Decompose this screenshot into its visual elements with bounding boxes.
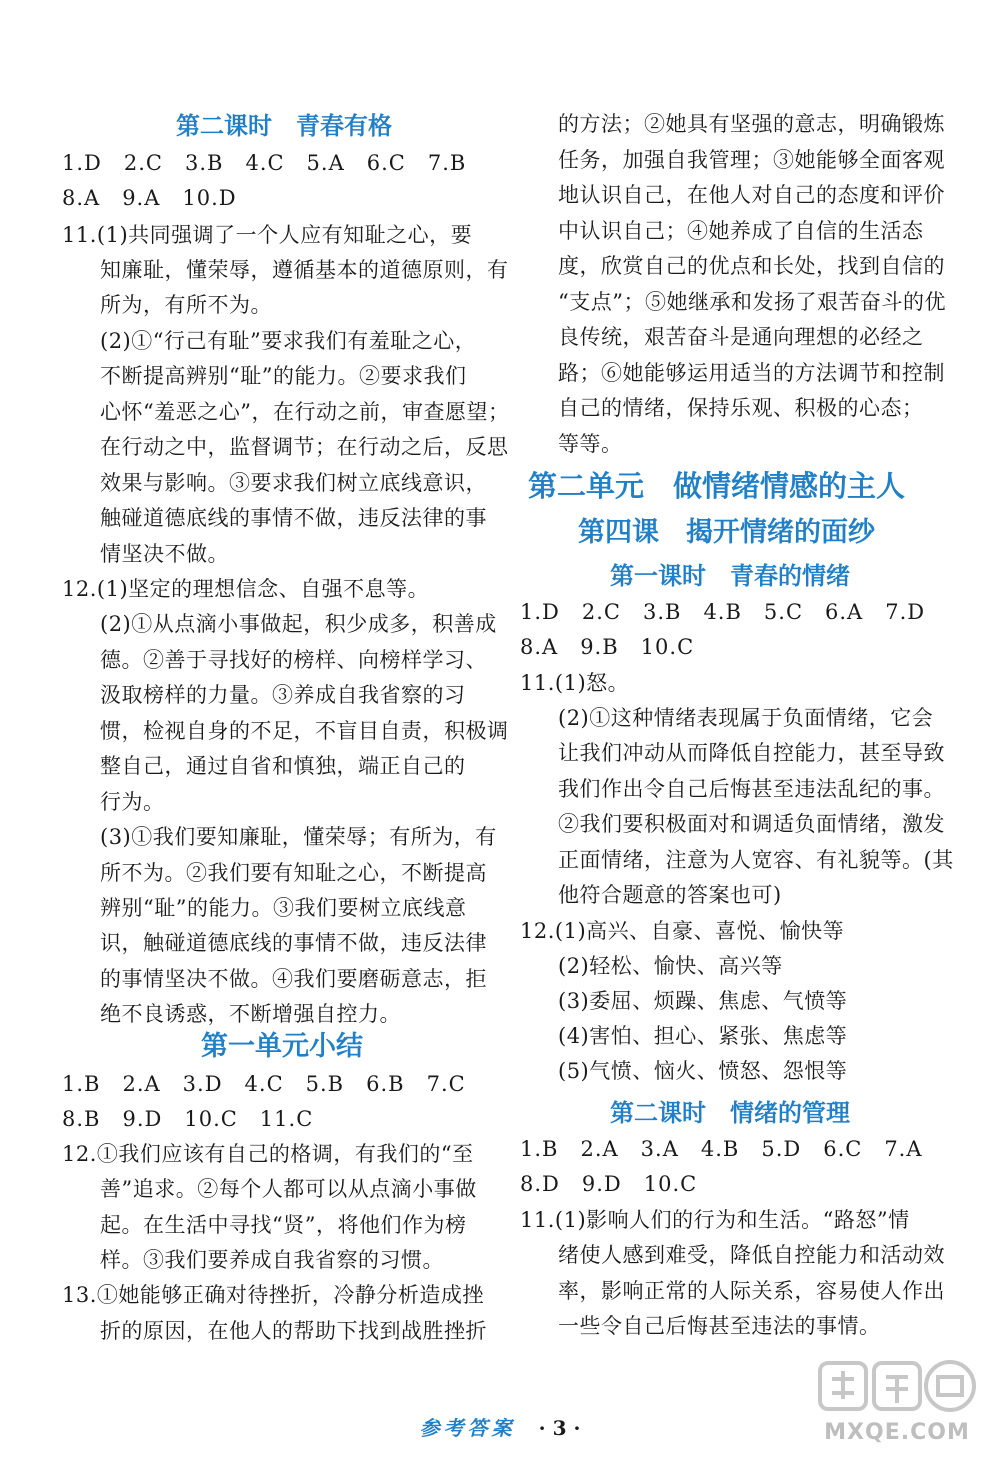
answer-line: 起。在生活中寻找“贤”，将他们作为榜 — [100, 1213, 467, 1237]
answer-line: 善”追求。②每个人都可以从点滴小事做 — [100, 1177, 477, 1201]
answer-line: 情坚决不做。 — [100, 542, 229, 566]
answer-line: 11.(1)共同强调了一个人应有知耻之心，要 — [62, 223, 473, 247]
answer-line: 他符合题意的答案也可) — [558, 883, 782, 907]
answer-line: (2)轻松、愉快、高兴等 — [558, 954, 783, 978]
answer-line: 8.B 9.D 10.C 11.C — [62, 1107, 314, 1131]
answer-line: 在行动之中，监督调节；在行动之后，反思 — [100, 435, 509, 459]
answer-line: 不断提高辨别“耻”的能力。②要求我们 — [100, 364, 467, 388]
answer-line: 触碰道德底线的事情不做，违反法律的事 — [100, 506, 487, 530]
answer-line: 11.(1)影响人们的行为和生活。“路怒”情 — [520, 1208, 910, 1232]
section-heading-lesson4: 第四课 揭开情绪的面纱 — [578, 517, 875, 548]
answer-line: 12.①我们应该有自己的格调，有我们的“至 — [62, 1142, 474, 1166]
answer-line: (5)气愤、恼火、愤怒、怨恨等 — [558, 1059, 848, 1083]
answer-line: 13.①她能够正确对待挫折，冷静分析造成挫 — [62, 1283, 484, 1307]
answer-line: 1.B 2.A 3.D 4.C 5.B 6.B 7.C — [62, 1072, 466, 1096]
answer-line: 绪使人感到难受，降低自控能力和活动效 — [558, 1243, 945, 1267]
answer-line: 样。③我们要养成自我省察的习惯。 — [100, 1248, 444, 1272]
answer-line: 所为，有所不为。 — [100, 293, 272, 317]
answer-line: 度，欣赏自己的优点和长处，找到自信的 — [558, 254, 945, 278]
answer-line: 的方法；②她具有坚强的意志，明确锻炼 — [558, 112, 945, 136]
answer-line: (2)①从点滴小事做起，积少成多，积善成 — [100, 612, 497, 636]
answer-line: 整自己，通过自省和慎独，端正自己的 — [100, 754, 466, 778]
answer-line: 自己的情绪，保持乐观、积极的心态； — [558, 396, 924, 420]
answer-line: 12.(1)高兴、自豪、喜悦、愉快等 — [520, 919, 845, 943]
answer-line: 绝不良诱惑，不断增强自控力。 — [100, 1002, 401, 1026]
answer-line: 率，影响正常的人际关系，容易使人作出 — [558, 1279, 945, 1303]
answer-line: 的事情坚决不做。④我们要磨砺意志，拒 — [100, 967, 487, 991]
answer-line: 识，触碰道德底线的事情不做，违反法律 — [100, 931, 487, 955]
answer-line: 心怀“羞恶之心”，在行动之前，审查愿望； — [100, 400, 510, 424]
answer-line: (4)害怕、担心、紧张、焦虑等 — [558, 1024, 848, 1048]
section-heading-unit1-summary: 第一单元小结 — [201, 1031, 363, 1062]
answer-line: “支点”；⑤她继承和发扬了艰苦奋斗的优 — [558, 290, 946, 314]
answer-line: 行为。 — [100, 790, 165, 814]
watermark-text: MXQE.COM — [824, 1420, 970, 1445]
answer-line: 8.A 9.A 10.D — [62, 186, 237, 210]
answer-line: 地认识自己，在他人对自己的态度和评价 — [558, 183, 945, 207]
answer-line: 我们作出令自己后悔甚至违法乱纪的事。 — [558, 777, 945, 801]
answer-line: 惯，检视自身的不足，不盲目自责，积极调 — [100, 719, 509, 743]
answer-line: 8.D 9.D 10.C — [520, 1172, 698, 1196]
answer-line: 良传统，艰苦奋斗是通向理想的必经之 — [558, 325, 924, 349]
answer-line: 折的原因，在他人的帮助下找到战胜挫折 — [100, 1319, 487, 1343]
answer-line: 12.(1)坚定的理想信念、自强不息等。 — [62, 577, 430, 601]
answer-line: 辨别“耻”的能力。③我们要树立底线意 — [100, 896, 467, 920]
answer-line: 让我们冲动从而降低自控能力，甚至导致 — [558, 741, 945, 765]
answer-line: (3)①我们要知廉耻，懂荣辱；有所为，有 — [100, 825, 497, 849]
section-heading-unit2: 第二单元 做情绪情感的主人 — [528, 469, 906, 503]
answer-line: 任务，加强自我管理；③她能够全面客观 — [558, 148, 945, 172]
answer-line: 8.A 9.B 10.C — [520, 635, 695, 659]
answer-line: 一些令自己后悔甚至违法的事情。 — [558, 1314, 881, 1338]
section-heading-lesson1-youth-emotions: 第一课时 青春的情绪 — [610, 562, 850, 590]
answer-line: 路；⑥她能够运用适当的方法调节和控制 — [558, 361, 945, 385]
answer-line: 知廉耻，懂荣辱，遵循基本的道德原则，有 — [100, 258, 509, 282]
answer-line: 正面情绪，注意为人宽容、有礼貌等。(其 — [558, 848, 954, 872]
answer-line: (3)委屈、烦躁、焦虑、气愤等 — [558, 989, 848, 1013]
section-heading-lesson2-emotion-management: 第二课时 情绪的管理 — [610, 1099, 850, 1127]
footer-label: 参考答案 — [419, 1416, 516, 1440]
answer-line: 中认识自己；④她养成了自信的生活态 — [558, 219, 924, 243]
answer-line: (2)①这种情绪表现属于负面情绪，它会 — [558, 706, 934, 730]
answer-line: 1.B 2.A 3.A 4.B 5.D 6.C 7.A — [520, 1137, 923, 1161]
watermark-logo-icon — [812, 1357, 982, 1421]
answer-line: 德。②善于寻找好的榜样、向榜样学习、 — [100, 648, 487, 672]
page-number: · 3 · — [538, 1416, 581, 1440]
answer-line: 效果与影响。③要求我们树立底线意识， — [100, 471, 487, 495]
answer-line: 1.D 2.C 3.B 4.C 5.A 6.C 7.B — [62, 151, 467, 175]
answer-line: 等等。 — [558, 432, 623, 456]
answer-line: 11.(1)怒。 — [520, 671, 630, 695]
answer-line: 所不为。②我们要有知耻之心，不断提高 — [100, 861, 487, 885]
section-heading-lesson2-youth-character: 第二课时 青春有格 — [176, 112, 392, 140]
answer-line: (2)①“行己有耻”要求我们有羞耻之心， — [100, 329, 477, 353]
watermark — [812, 1357, 982, 1445]
answer-line: 汲取榜样的力量。③养成自我省察的习 — [100, 683, 466, 707]
answer-line: ②我们要积极面对和调适负面情绪，激发 — [558, 812, 945, 836]
answer-line: 1.D 2.C 3.B 4.B 5.C 6.A 7.D — [520, 600, 926, 624]
